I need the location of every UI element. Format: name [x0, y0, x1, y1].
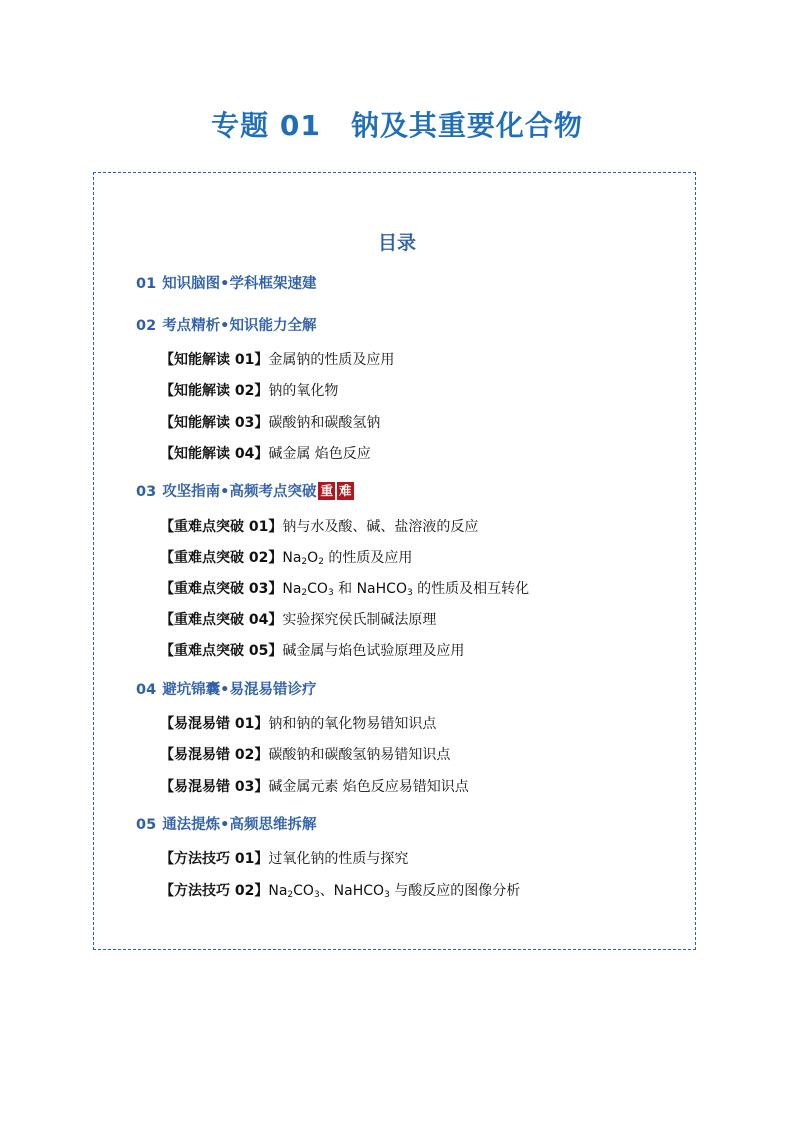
section-number: 03 [136, 484, 157, 500]
toc-item[interactable] [160, 848, 408, 868]
section-title: 知识脑图•学科框架速建 [162, 276, 317, 292]
page-title [0, 104, 794, 144]
item-tag: 【重难点突破 04】 [160, 612, 283, 628]
toc-item[interactable] [160, 443, 371, 463]
toc-item[interactable] [160, 713, 436, 733]
toc-section-01[interactable] [136, 272, 316, 293]
toc-section-05[interactable] [136, 813, 316, 834]
difficulty-badge: 重 [320, 483, 333, 498]
item-tag: 【知能解读 03】 [160, 415, 269, 431]
toc-item[interactable] [160, 880, 520, 900]
toc-item[interactable] [160, 412, 380, 432]
item-text: 金属钠的性质及应用 [268, 352, 395, 368]
toc-heading: 目录 [377, 232, 416, 254]
item-text: 碱金属元素 焰色反应易错知识点 [268, 779, 469, 795]
item-text: $Na_2CO_3$、NaHCO$_3$ 与酸反应的图像分析 [268, 883, 521, 900]
item-text: 钠与水及酸、碱、盐溶液的反应 [282, 519, 479, 535]
section-number: 04 [136, 682, 157, 698]
item-text: 实验探究侯氏制碱法原理 [282, 612, 437, 628]
topic-number: 专题 01 [211, 109, 321, 142]
toc-section-04[interactable] [136, 678, 316, 699]
section-title: 通法提炼•高频思维拆解 [162, 817, 317, 833]
item-text: 过氧化钠的性质与探究 [268, 851, 409, 867]
toc-item[interactable] [160, 547, 412, 567]
topic-title: 钠及其重要化合物 [350, 109, 583, 142]
toc-item[interactable] [160, 578, 529, 598]
toc-item[interactable] [160, 380, 338, 400]
item-tag: 【重难点突破 05】 [160, 643, 283, 659]
item-tag: 【易混易错 03】 [160, 779, 269, 795]
section-title: 考点精析•知识能力全解 [162, 318, 317, 334]
item-text: 碱金属 焰色反应 [268, 446, 371, 462]
item-tag: 【知能解读 04】 [160, 446, 269, 462]
item-tag: 【易混易错 02】 [160, 747, 269, 763]
item-text: $Na_2O_2$ 的性质及应用 [282, 550, 413, 567]
toc-item[interactable] [160, 516, 478, 536]
item-tag: 【知能解读 01】 [160, 352, 269, 368]
item-tag: 【方法技巧 01】 [160, 851, 269, 867]
toc-item[interactable] [160, 609, 436, 629]
section-number: 05 [136, 817, 157, 833]
toc-section-03[interactable] [136, 480, 354, 501]
item-text: 碳酸钠和碳酸氢钠易错知识点 [268, 747, 451, 763]
toc-item[interactable] [160, 776, 469, 796]
toc-section-02[interactable] [136, 314, 316, 335]
item-tag: 【知能解读 02】 [160, 383, 269, 399]
item-tag: 【易混易错 01】 [160, 716, 269, 732]
item-text: 碱金属与焰色试验原理及应用 [282, 643, 465, 659]
toc-item[interactable] [160, 744, 450, 764]
section-number: 02 [136, 318, 157, 334]
item-tag: 【重难点突破 02】 [160, 550, 283, 566]
section-number: 01 [136, 276, 157, 292]
item-text: 钠和钠的氧化物易错知识点 [268, 716, 437, 732]
section-title: 攻坚指南•高频考点突破 [162, 484, 317, 500]
toc-item[interactable] [160, 640, 464, 660]
item-text: $Na_2CO_3$ 和 NaHCO$_3$ 的性质及相互转化 [282, 581, 530, 598]
section-title: 避坑锦囊•易混易错诊疗 [162, 682, 317, 698]
item-text: 碳酸钠和碳酸氢钠 [268, 415, 381, 431]
item-tag: 【重难点突破 03】 [160, 581, 283, 597]
difficulty-badge: 难 [338, 483, 352, 498]
item-text: 钠的氧化物 [268, 383, 339, 399]
toc-item[interactable] [160, 349, 394, 369]
item-tag: 【重难点突破 01】 [160, 519, 283, 535]
item-tag: 【方法技巧 02】 [160, 883, 269, 899]
